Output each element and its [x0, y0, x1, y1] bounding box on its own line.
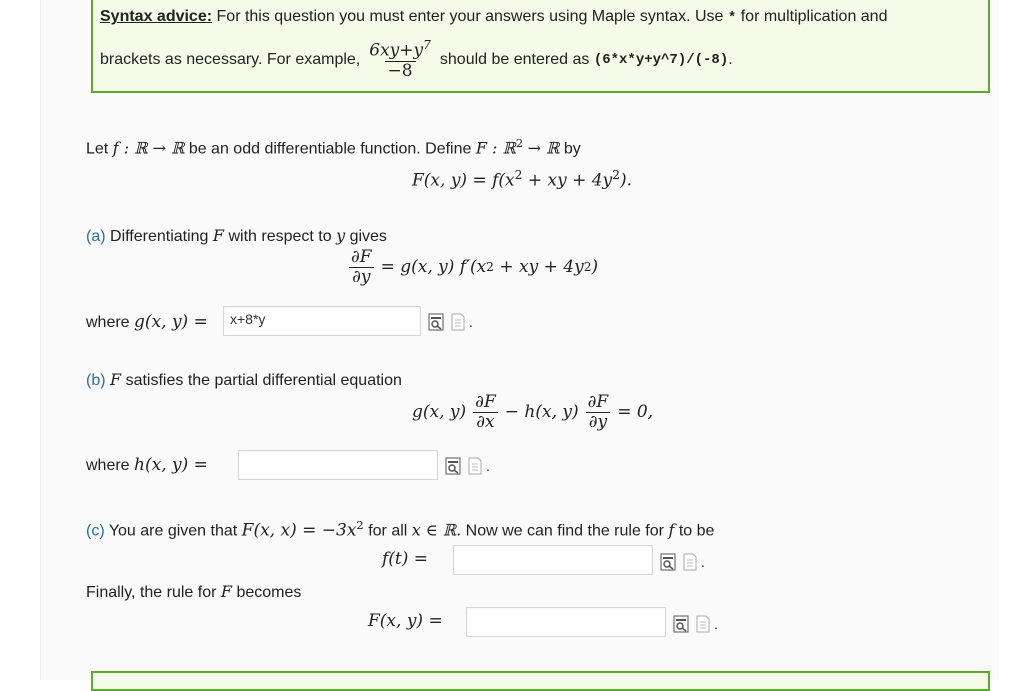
- finally-line: [86, 582, 301, 602]
- dF-numerator: ∂F: [587, 392, 609, 412]
- F-label: F(x, y) =: [368, 611, 443, 631]
- example-numerator: 6xy+y: [369, 41, 424, 62]
- part-a-rhs-end: ): [591, 257, 599, 278]
- F-dot: .: [714, 616, 718, 632]
- dx-denominator: ∂x: [473, 412, 497, 432]
- help-doc-icon[interactable]: [450, 313, 466, 331]
- dy-denominator: ∂y: [586, 412, 610, 432]
- help-doc-icon[interactable]: [682, 553, 698, 571]
- F-definition-rest: + xy + 4y: [527, 170, 613, 191]
- intro-let: Let: [86, 140, 109, 158]
- part-b-F: F: [110, 370, 122, 389]
- f-answer-input[interactable]: [453, 545, 653, 575]
- pde-end: = 0,: [617, 402, 654, 423]
- exp-two: 2: [612, 168, 620, 182]
- part-c-text1: You are given that: [108, 522, 238, 540]
- preview-icon[interactable]: [673, 615, 689, 633]
- dy-denominator: ∂y: [349, 267, 373, 287]
- f-answer-icons: [660, 553, 705, 571]
- exp-two: 2: [486, 260, 494, 275]
- h-dot: .: [486, 458, 490, 474]
- syntax-advice-should-be: should be entered as: [439, 51, 590, 68]
- help-doc-icon[interactable]: [695, 615, 711, 633]
- part-a-prompt: [86, 226, 387, 246]
- F-definition: [412, 168, 632, 191]
- g-answer-input[interactable]: x+8*y: [223, 306, 421, 336]
- preview-icon[interactable]: [428, 313, 444, 331]
- exp-two: 2: [583, 260, 592, 275]
- F-mapping-end: → ℝ: [527, 138, 560, 158]
- h-label: h(x, y) =: [134, 455, 208, 475]
- F-definition-end: ).: [619, 170, 632, 191]
- F-answer-input[interactable]: [466, 607, 666, 637]
- finally-F: F: [220, 582, 232, 601]
- g-answer-icons: [428, 313, 473, 331]
- part-b-label: (b): [86, 372, 106, 389]
- finally-text: Finally, the rule for: [86, 584, 217, 601]
- part-c-given: F(x, x) = −3x: [241, 520, 357, 541]
- question-panel: [40, 0, 999, 680]
- syntax-advice-title: Syntax advice:: [100, 8, 213, 25]
- part-c-prompt: [86, 518, 714, 540]
- example-exponent: 7: [423, 38, 431, 53]
- part-b-prompt: [86, 370, 402, 390]
- dF-numerator: ∂F: [351, 247, 372, 267]
- where-text: where: [86, 314, 130, 331]
- part-a-text2: with respect to: [228, 228, 332, 245]
- syntax-advice-text: For this question you must enter your answers using Maple syntax. Use: [216, 8, 724, 25]
- g-label-line: [86, 312, 208, 332]
- F-answer-icons: [673, 615, 718, 633]
- g-dot: .: [469, 314, 473, 330]
- F-mapping: F : ℝ: [475, 138, 516, 158]
- dF-numerator: ∂F: [475, 392, 496, 412]
- part-c-x-in-R: x ∈ ℝ.: [411, 520, 462, 540]
- example-fraction: [366, 39, 434, 80]
- preview-icon[interactable]: [660, 553, 676, 571]
- syntax-advice-example-intro: brackets as necessary. For example,: [100, 51, 361, 68]
- help-doc-icon[interactable]: [467, 457, 483, 475]
- F-mapping-exponent: 2: [515, 136, 524, 150]
- part-a-rhs: = g(x, y) f′(x: [380, 257, 487, 278]
- pde-h: − h(x, y): [504, 402, 579, 423]
- part-c-text4: to be: [678, 522, 715, 540]
- part-a-rhs2: + xy + 4y: [499, 257, 584, 278]
- part-c-label: (c): [86, 522, 105, 540]
- intro-line: [86, 136, 581, 158]
- exp-two: 2: [514, 168, 523, 182]
- intro-text: be an odd differentiable function. Define: [188, 140, 472, 158]
- f-label: f(t) =: [382, 549, 429, 569]
- part-c-text3: Now we can find the rule for: [465, 522, 664, 540]
- dF-dy-fraction: [585, 393, 612, 431]
- dF-dx-fraction: [472, 393, 499, 431]
- part-b-text: satisfies the partial differential equation: [125, 372, 402, 389]
- part-c-text2: for all: [368, 522, 408, 540]
- example-denominator: −8: [385, 61, 416, 81]
- part-a-y: y: [336, 226, 346, 245]
- next-advice-box-edge: [91, 671, 990, 691]
- preview-icon[interactable]: [445, 457, 461, 475]
- intro-by: by: [563, 140, 581, 158]
- syntax-advice-text-end: for multiplication and: [740, 8, 888, 25]
- h-answer-input[interactable]: [238, 450, 438, 480]
- part-b-equation: [412, 393, 653, 431]
- becomes-text: becomes: [236, 584, 302, 601]
- syntax-advice-box: [91, 0, 990, 93]
- syntax-advice-line1: [100, 8, 887, 26]
- example-code: (6*x*y+y^7)/(-8): [593, 52, 729, 68]
- star-symbol: *: [727, 10, 737, 26]
- part-a-text: Differentiating: [110, 228, 209, 245]
- h-answer-icons: [445, 457, 490, 475]
- syntax-advice-line2: [100, 35, 733, 85]
- pde-g: g(x, y): [412, 402, 467, 423]
- f-dot: .: [701, 554, 705, 570]
- h-label-line: [86, 455, 208, 475]
- f-mapping: f : ℝ → ℝ: [112, 138, 185, 158]
- dF-dy-fraction: [348, 248, 375, 286]
- where-text: where: [86, 457, 130, 474]
- g-label: g(x, y) =: [134, 312, 208, 332]
- part-c-f: f: [668, 520, 675, 540]
- part-a-F: F: [212, 226, 225, 245]
- part-c-given-exp: 2: [356, 518, 364, 532]
- part-a-label: (a): [86, 228, 106, 245]
- example-period: .: [728, 51, 733, 68]
- part-a-text3: gives: [349, 228, 387, 245]
- part-a-equation: [342, 248, 598, 286]
- F-definition-start: F(x, y) = f(x: [412, 170, 515, 191]
